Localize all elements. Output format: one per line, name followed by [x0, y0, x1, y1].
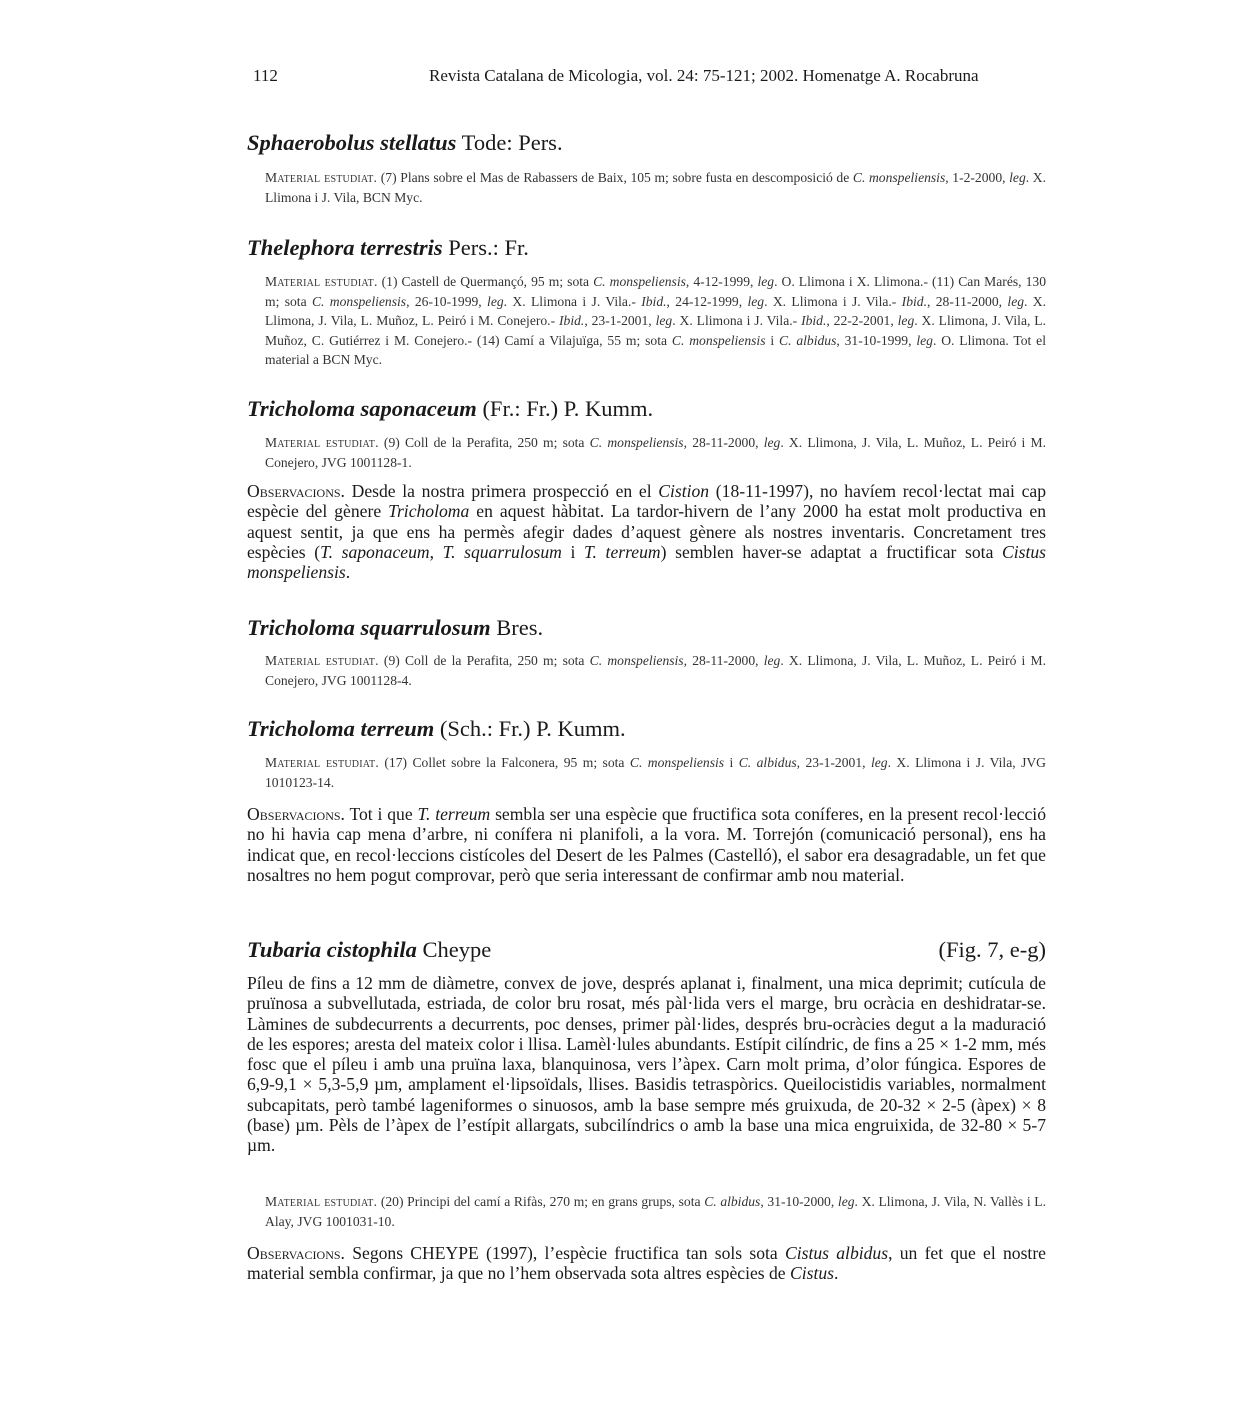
material-text: (9) Coll de la Perafita, 250 m; sota C. monspeliensis, 28-11-2000, leg. X. Llimona, J. Vila, L. Muñoz, L. Peiró i M. Conejero, JVG 1001128-4.	[265, 653, 1047, 688]
species-name: Tricholoma saponaceum	[247, 396, 477, 421]
species-heading	[247, 130, 1046, 156]
material-text: (1) Castell de Quermançó, 95 m; sota C. monspeliensis, 4-12-1999, leg. O. Llimona i X. Llimona.- (11) Can Marés, 130 m; sota C. monspeliensis, 26-10-1999, leg. X. Llimona i J. Vila.- Ibid., 24-12-1999, leg. X. Llimona i J. Vila.- Ibid., 28-11-2000, leg. X. Llimona, J. Vila, L. Muñoz, L. Peiró i M. Conejero.- Ibid., 23-1-2001, leg. X. Llimona i J. Vila.- Ibid., 22-2-2001, leg. X. Llimona, J. Vila, L. Muñoz, C. Gutiérrez i M. Conejero.- (14) Camí a Vilajuïga, 55 m; sota C. monspeliensis i C. albidus, 31-10-1999, leg. O. Llimona. Tot el material a BCN Myc.	[265, 274, 1047, 367]
species-author: Cheype	[422, 937, 492, 962]
species-name: Thelephora terrestris	[247, 235, 443, 260]
material-text: (17) Collet sobre la Falconera, 95 m; sota C. monspeliensis i C. albidus, 23-1-2001, leg. X. Llimona i J. Vila, JVG 1010123-14.	[265, 755, 1047, 790]
material-studied	[265, 651, 1046, 690]
material-label: Material estudiat.	[265, 274, 378, 289]
material-studied	[265, 753, 1046, 792]
species-name: Tricholoma squarrulosum	[247, 615, 491, 640]
observations-label: Observacions.	[247, 481, 345, 501]
material-studied	[265, 272, 1046, 370]
species-author: Bres.	[496, 615, 544, 640]
material-text: (7) Plans sobre el Mas de Rabassers de Baix, 105 m; sobre fusta en descomposició de C. monspeliensis, 1-2-2000, leg. X. Llimona i J. Vila, BCN Myc.	[265, 170, 1047, 205]
species-heading	[247, 396, 1046, 422]
species-name: Tricholoma terreum	[247, 716, 435, 741]
material-label: Material estudiat.	[265, 435, 379, 450]
material-label: Material estudiat.	[265, 755, 379, 770]
observations-label: Observacions.	[247, 804, 345, 824]
observations	[247, 481, 1046, 582]
material-studied	[265, 168, 1046, 207]
description-text: Píleu de fins a 12 mm de diàmetre, convex de jove, després aplanat i, finalment, una mica deprimit; cutícula de pruïnosa a subvellutada, estriada, de color bru rosat, més pàl·lida vers el marge, bru ocràcia en deshidratar-se. Làmines de subdecurrents a decurrents, poc denses, primer pàl·lides, després bru-ocràcies degut a la maduració de les espores; aresta del mateix color i llisa. Lamèl·lules abundants. Estípit cilíndric, de fins a 25 × 1-2 mm, més fosc que el píleu i amb una pruïna laxa, blanquinosa, vers l’àpex. Carn molt prima, d’olor fúngica. Espores de 6,9-9,1 × 5,3-5,9 µm, amplament el·lipsoïdals, llises. Basidis tetraspòrics. Queilocistidis variables, normalment subcapitats, però també lageniformes o sinuosos, amb la base sempre més gruixuda, de 20-32 × 2-5 (àpex) × 8 (base) µm. Pèls de l’àpex de l’estípit allargats, subcilíndrics o amb la base una mica engruixida, de 32-80 × 5-7 µm.	[247, 973, 1046, 1156]
observations	[247, 804, 1046, 885]
journal-citation: Revista Catalana de Micologia, vol. 24: 75-121; 2002. Homenatge A. Rocabruna	[429, 66, 979, 85]
material-studied	[265, 1192, 1046, 1231]
material-label: Material estudiat.	[265, 653, 379, 668]
observations	[247, 1243, 1046, 1284]
observations-text: Segons CHEYPE (1997), l’espècie fructifica tan sols sota Cistus albidus, un fet que el nostre material sembla confirmar, ja que no l’hem observada sota altres espècies de Cistus.	[247, 1243, 1046, 1284]
observations-text: Tot i que T. terreum sembla ser una espècie que fructifica sota coníferes, en la present recol·lecció no hi havia cap mena d’arbre, ni conífera ni planifoli, a la vora. M. Torrejón (comunicació personal), ens ha indicat que, en recol·leccions cistícoles del Desert de les Palmes (Castelló), el sabor era desagradable, un fet que nosaltres no hem pogut comprovar, però que seria interessant de confirmar amb nou material.	[247, 804, 1046, 885]
species-author: Pers.: Fr.	[448, 235, 529, 260]
material-label: Material estudiat.	[265, 1194, 378, 1209]
species-author: Tode: Pers.	[461, 130, 563, 155]
species-heading	[247, 615, 1046, 641]
species-author: (Fr.: Fr.) P. Kumm.	[482, 396, 654, 421]
species-heading	[247, 235, 1046, 261]
species-name: Sphaerobolus stellatus	[247, 130, 457, 155]
material-text: (9) Coll de la Perafita, 250 m; sota C. monspeliensis, 28-11-2000, leg. X. Llimona, J. Vila, L. Muñoz, L. Peiró i M. Conejero, JVG 1001128-1.	[265, 435, 1047, 470]
material-studied	[265, 433, 1046, 472]
page-number: 112	[253, 66, 278, 85]
species-description	[247, 973, 1046, 1156]
material-text: (20) Principi del camí a Rifàs, 270 m; en grans grups, sota C. albidus, 31-10-2000, leg. X. Llimona, J. Vila, N. Vallès i L. Alay, JVG 1001031-10.	[265, 1194, 1047, 1229]
species-author: (Sch.: Fr.) P. Kumm.	[439, 716, 626, 741]
observations-text: Desde la nostra primera prospecció en el Cistion (18-11-1997), no havíem recol·lectat mai cap espècie del gènere Tricholoma en aquest hàbitat. La tardor-hivern de l’any 2000 ha estat molt productiva en aquest sentit, ja que ens ha permès afegir dades d’aquest gènere als nostres inventaris. Concretament tres espècies (T. saponaceum, T. squarrulosum i T. terreum) semblen haver-se adaptat a fructificar sota Cistus monspeliensis.	[247, 481, 1047, 583]
species-heading	[247, 937, 1046, 963]
material-label: Material estudiat.	[265, 170, 378, 185]
species-name: Tubaria cistophila	[247, 937, 417, 962]
figure-reference: (Fig. 7, e-g)	[938, 937, 1046, 962]
species-heading	[247, 716, 1046, 742]
observations-label: Observacions.	[247, 1243, 345, 1263]
